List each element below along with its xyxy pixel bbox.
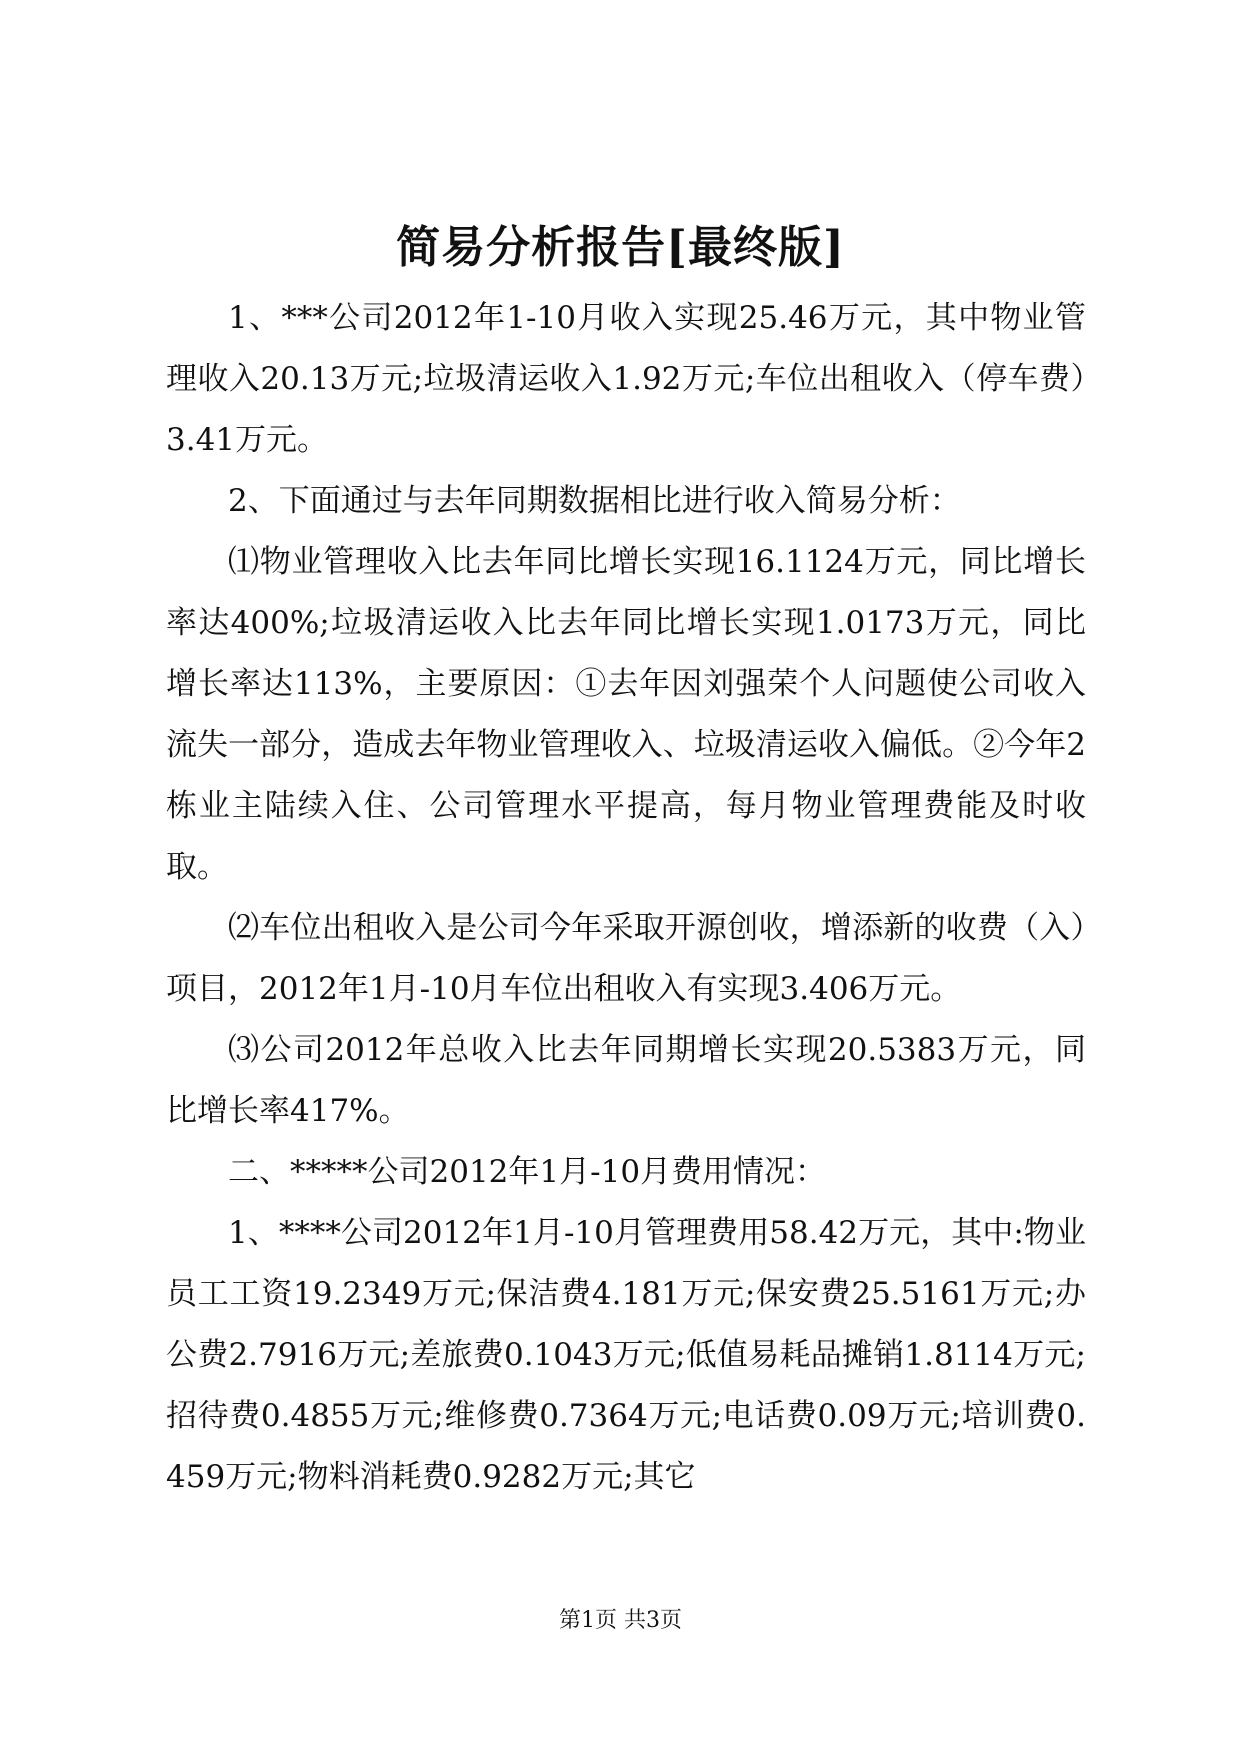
page-footer: 第1页 共3页 [559,1608,682,1633]
paragraph-parking-income: ⑵车位出租收入是公司今年采取开源创收，增添新的收费（入）项目，2012年1月-10月车位出租收入有实现3.406万元。 [166,910,1086,1007]
paragraph-total-income: ⑶公司2012年总收入比去年同期增长实现20.5383万元，同比增长率417%。 [166,1032,1086,1129]
document-title: 简易分析报告[最终版] [396,222,845,273]
paragraph-analysis-intro: 2、下面通过与去年同期数据相比进行收入简易分析： [228,483,961,519]
document-body [166,288,1086,1508]
paragraph-property-income: ⑴物业管理收入比去年同比增长实现16.1124万元，同比增长率达400%;垃圾清运收入比去年同比增长实现1.0173万元，同比增长率达113%，主要原因：①去年因刘强荣个人问题使公司收入流失一部分，造成去年物业管理收入、垃圾清运收入偏低。②今年2栋业主陆续入住、公司管理水平提高，每月物业管理费能及时收取。 [166,544,1086,885]
paragraph-management-expense: 1、****公司2012年1月-10月管理费用58.42万元，其中:物业员工工资19.2349万元;保洁费4.181万元;保安费25.5161万元;办公费2.7916万元;差旅费0.1043万元;低值易耗品摊销1.8114万元;招待费0.4855万元;维修费0.7364万元;电话费0.09万元;培训费0.459万元;物料消耗费0.9282万元;其它 [166,1215,1086,1495]
paragraph-income-summary: 1、***公司2012年1-10月收入实现25.46万元，其中物业管理收入20.13万元;垃圾清运收入1.92万元;车位出租收入（停车费）3.41万元。 [166,300,1086,458]
paragraph-expense-heading: 二、*****公司2012年1月-10月费用情况： [228,1154,827,1190]
